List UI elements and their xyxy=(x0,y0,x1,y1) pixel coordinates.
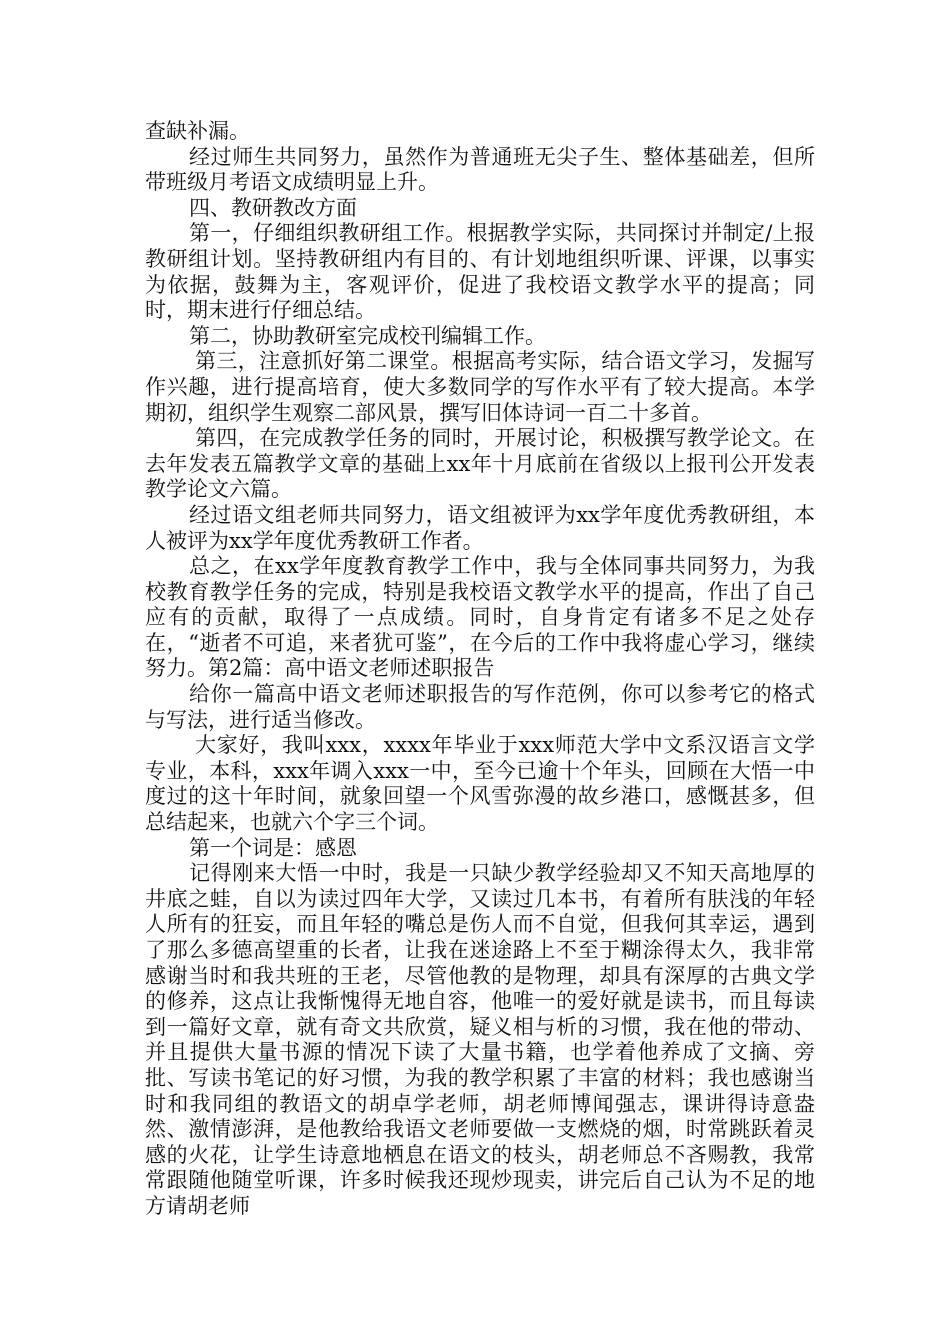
paragraph-1: 查缺补漏。 xyxy=(145,119,250,143)
paragraph-2: 经过师生共同努力，虽然作为普通班无尖子生、整体基础差，但所带班级月考语文成绩明显上升。 xyxy=(145,144,815,195)
paragraph-10: 大家好，我叫xxx，xxxx年毕业于xxx师范大学中文系汉语言文学专业，本科，xxx年调入xxx一中，至今已逾十个年头，回顾在大悟一中度过的这十年时间，就象回望一个风雪弥漫的故乡港口，感慨甚多，但总结起来，也就六个字三个词。 xyxy=(145,733,815,835)
paragraph-4: 第二，协助教研室完成校刊编辑工作。 xyxy=(189,323,546,348)
paragraph-11: 记得刚来大悟一中时，我是一只缺少教学经验却又不知天高地厚的井底之蛙，自以为读过四年大学，又读过几本书，有着所有肤浅的年轻人所有的狂妄，而且年轻的嘴总是伤人而不自觉，但我何其幸运，遇到了那么多德高望重的长者，让我在迷途路上不至于糊涂得太久，我非常感谢当时和我共班的王老，尽管他教的是物理，却具有深厚的古典文学的修养，这点让我惭愧得无地自容，他唯一的爱好就是读书，而且每读到一篇好文章，就有奇文共欣赏，疑义相与析的习惯，我在他的带动、并且提供大量书源的情况下读了大量书籍，也学着他养成了文摘、旁批、写读书笔记的好习惯，为我的教学积累了丰富的材料；我也感谢当时和我同组的教语文的胡卓学老师，胡老师博闻强志，课讲得诗意盎然、激情澎湃，是他教给我语文老师要做一支燃烧的烟，时常跳跃着灵感的火花，让学生诗意地栖息在语文的枝头，胡老师总不吝赐教，我常常跟随他随堂听课，许多时候我还现炒现卖，讲完后自己认为不足的地方请胡老师 xyxy=(145,861,815,1218)
section-heading: 四、教研教改方面 xyxy=(189,195,357,220)
paragraph-5: 第三，注意抓好第二课堂。根据高考实际，结合语文学习，发掘写作兴趣，进行提高培育，使大多数同学的写作水平有了较大提高。本学期初，组织学生观察二部风景，撰写旧体诗词一百二十多首。 xyxy=(145,349,815,425)
subsection-heading: 第一个词是：感恩 xyxy=(189,835,357,860)
paragraph-9: 给你一篇高中语文老师述职报告的写作范例，你可以参考它的格式与写法，进行适当修改。 xyxy=(145,682,815,732)
paragraph-8: 总之，在xx学年度教育教学工作中，我与全体同事共同努力，为我校教育教学任务的完成，特别是我校语文教学水平的提高，作出了自己应有的贡献，取得了一点成绩。同时，自身肯定有诸多不足之处存在，“逝者不可追，来者犹可鉴”，在今后的工作中我将虚心学习，继续努力。第2篇：高中语文老师述职报告 xyxy=(145,554,815,681)
paragraph-6: 第四，在完成教学任务的同时，开展讨论，积极撰写教学论文。在去年发表五篇教学文章的基础上xx年十月底前在省级以上报刊公开发表教学论文六篇。 xyxy=(145,426,815,502)
paragraph-7: 经过语文组老师共同努力，语文组被评为xx学年度优秀教研组，本人被评为xx学年度优秀教研工作者。 xyxy=(145,502,815,553)
document-body xyxy=(145,119,815,1220)
paragraph-3: 第一，仔细组织教研组工作。根据教学实际，共同探讨并制定/上报教研组计划。坚持教研组内有目的、有计划地组织听课、评课，以事实为依据，鼓舞为主，客观评价，促进了我校语文教学水平的提高；同时，期末进行仔细总结。 xyxy=(145,221,815,323)
